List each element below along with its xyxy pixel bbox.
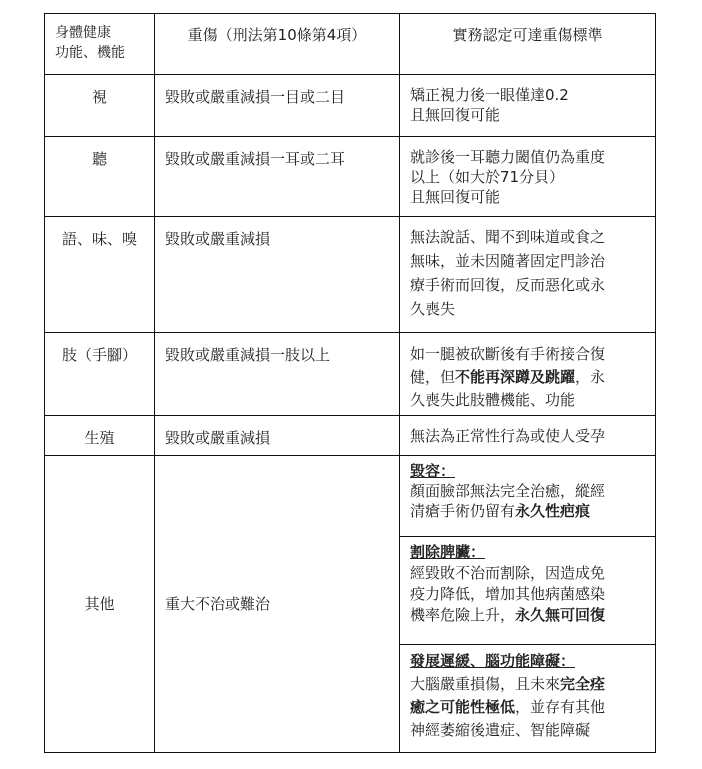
sub-item-line: [410, 673, 649, 696]
sub-item-text: ，並存有其他: [515, 698, 606, 716]
header-col1-line1: 身體健康: [55, 25, 111, 41]
table-row-other: [45, 456, 656, 753]
standard-line: [410, 366, 649, 389]
standard-line: 矯正視力後一眼僅達0.2: [410, 86, 569, 104]
row-description: 毀敗或嚴重減損: [155, 416, 400, 456]
sub-item-text: 大腦嚴重損傷，且未來: [410, 675, 561, 693]
sub-item-text: 機率危險上升，: [410, 606, 516, 624]
sub-item-line: 疫力降低，增加其他病菌感染: [410, 585, 606, 603]
standard-line: 且無回復可能: [410, 106, 501, 124]
sub-item-title: 毀容：: [410, 462, 456, 480]
sub-item-emphasis: 癒之可能性極低: [410, 698, 516, 716]
sub-item-spleen: [400, 537, 655, 645]
injury-standards-table: [44, 13, 656, 753]
sub-item-line: 顏面臉部無法完全治癒，縱經: [410, 482, 606, 500]
standard-line: 無法說話、聞不到味道或食之: [410, 228, 606, 246]
standard-line: 久喪失此肢體機能、功能: [410, 391, 576, 409]
standard-line: 以上（如大於71分貝）: [410, 168, 565, 186]
row-standard: [400, 217, 656, 333]
table-row: [45, 75, 656, 137]
standard-line: 就診後一耳聽力閾值仍為重度: [410, 148, 606, 166]
header-body-function: [45, 14, 155, 75]
sub-item-line: 經毀敗不治而割除，因造成免: [410, 564, 606, 582]
row-description: 重大不治或難治: [155, 456, 400, 753]
row-category: 其他: [45, 456, 155, 753]
standard-line: 且無回復可能: [410, 188, 501, 206]
sub-item-emphasis: 永久無可回復: [515, 606, 606, 624]
table-row: [45, 333, 656, 416]
standard-line: 久喪失: [410, 300, 456, 318]
header-serious-injury: 重傷（刑法第10條第4項）: [155, 14, 400, 75]
sub-item-line: [410, 696, 649, 719]
standard-line: 如一腿被砍斷後有手術接合復: [410, 345, 606, 363]
standard-text: 健，但: [410, 368, 456, 386]
standard-emphasis: 不能再深蹲及跳躍: [455, 368, 576, 386]
row-category: 視: [45, 75, 155, 137]
sub-item-line: [410, 605, 649, 626]
table-row: [45, 217, 656, 333]
sub-item-emphasis: 永久性疤痕: [515, 502, 591, 520]
row-standard: [400, 137, 656, 217]
row-category: 生殖: [45, 416, 155, 456]
row-standard: 無法為正常性行為或使人受孕: [400, 416, 656, 456]
row-category: 語、味、嗅: [45, 217, 155, 333]
row-description: 毀敗或嚴重減損一目或二目: [155, 75, 400, 137]
sub-item-line: 神經萎縮後遺症、智能障礙: [410, 721, 591, 739]
table-row: [45, 137, 656, 217]
row-category: 肢（手腳）: [45, 333, 155, 416]
header-practice-standard: 實務認定可達重傷標準: [400, 14, 656, 75]
sub-item-text: 清瘡手術仍留有: [410, 502, 516, 520]
row-standard: [400, 333, 656, 416]
row-description: 毀敗或嚴重減損一肢以上: [155, 333, 400, 416]
row-standard: [400, 75, 656, 137]
sub-item-brain: [400, 645, 655, 748]
sub-item-line: [410, 501, 649, 521]
table-row: [45, 416, 656, 456]
sub-item-title: 發展遲緩、腦功能障礙：: [410, 652, 576, 670]
row-category: 聽: [45, 137, 155, 217]
row-standard-multi: [400, 456, 656, 753]
sub-item-title: 割除脾臟：: [410, 543, 486, 561]
header-col1-line2: 功能、機能: [55, 45, 125, 61]
standard-line: 無味，並未因隨著固定門診治: [410, 252, 606, 270]
standard-text: ，永: [575, 368, 606, 386]
row-description: 毀敗或嚴重減損: [155, 217, 400, 333]
standard-line: 療手術而回復，反而惡化或永: [410, 276, 606, 294]
header-row: [45, 14, 656, 75]
sub-item-disfigurement: [400, 456, 655, 537]
row-description: 毀敗或嚴重減損一耳或二耳: [155, 137, 400, 217]
sub-item-emphasis: 完全痊: [560, 675, 606, 693]
